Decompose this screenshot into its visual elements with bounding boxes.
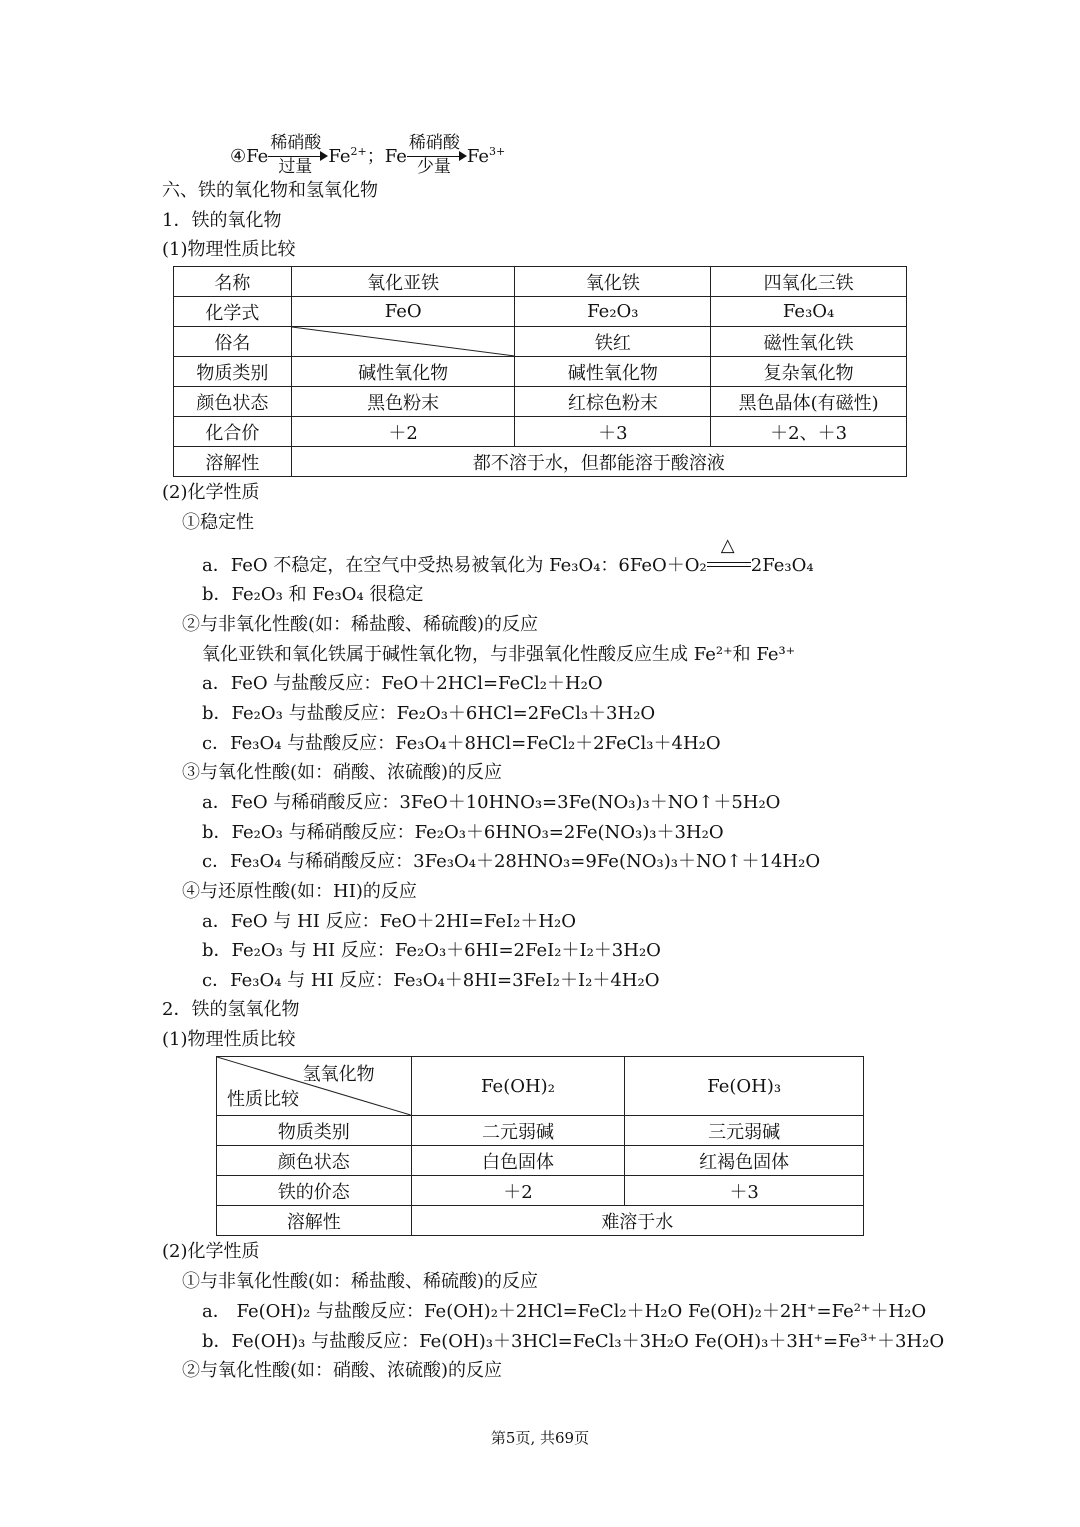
table-cell: 铁红 [515, 327, 711, 357]
fe-reactant-1: Fe [246, 146, 269, 167]
stability-a [202, 535, 814, 577]
stability-a-product: 2Fe₃O₄ [750, 555, 814, 576]
hydroxide-oxidizing-heading: ②与氧化性酸(如：硝酸、浓硫酸)的反应 [182, 1360, 503, 1381]
table-row [174, 447, 907, 477]
table-row [174, 387, 907, 417]
chemical-properties-heading-2: (2)化学性质 [162, 1241, 260, 1262]
table-cell: 黑色晶体(有磁性) [711, 387, 907, 417]
hydroxide-non-oxidizing-a: a． Fe(OH)₂ 与盐酸反应：Fe(OH)₂＋2HCl=FeCl₂＋H₂O Fe(OH)₂＋2H⁺=Fe²⁺＋H₂O [202, 1301, 927, 1322]
circle-number: ④ [230, 146, 247, 167]
arrow-1 [268, 133, 328, 177]
subsection-hydroxides: 2．铁的氢氧化物 [162, 999, 300, 1020]
table-cell: 都不溶于水，但都能溶于酸溶液 [291, 447, 906, 477]
table-cell: ＋2 [411, 1176, 625, 1206]
oxidizing-acid-heading: ③与氧化性酸(如：硝酸、浓硫酸)的反应 [182, 762, 503, 783]
oxidizing-c: c．Fe₃O₄ 与稀硝酸反应：3Fe₃O₄＋28HNO₃=9Fe(NO₃)₃＋NO↑＋14H₂O [202, 851, 821, 872]
arrow-1-bottom-label: 过量 [278, 157, 313, 177]
oxides-table [173, 266, 907, 477]
table-cell: 二元弱碱 [411, 1116, 625, 1146]
table-row [217, 1116, 864, 1146]
arrow-2-top-label: 稀硝酸 [408, 133, 460, 153]
reducing-c: c．Fe₃O₄ 与 HI 反应：Fe₃O₄＋8HI=3FeI₂＋I₂＋4H₂O [202, 970, 660, 991]
table-header-cell: 氧化铁 [515, 267, 711, 297]
diagonal-line [292, 327, 515, 356]
table-row [174, 327, 907, 357]
non-oxidizing-a: a．FeO 与盐酸反应：FeO＋2HCl=FeCl₂＋H₂O [202, 673, 603, 694]
oxidizing-b: b．Fe₂O₃ 与稀硝酸反应：Fe₂O₃＋6HNO₃=2Fe(NO₃)₃＋3H₂O [202, 822, 724, 843]
hydroxides-table [216, 1056, 864, 1236]
product-2-charge: 3+ [489, 145, 506, 158]
table-cell: 物质类别 [174, 357, 292, 387]
table-header-cell: Fe(OH)₃ [625, 1057, 864, 1116]
physical-properties-heading-1: (1)物理性质比较 [162, 239, 296, 260]
non-oxidizing-b: b．Fe₂O₃ 与盐酸反应：Fe₂O₃＋6HCl=2FeCl₃＋3H₂O [202, 703, 656, 724]
product-1: Fe [328, 146, 351, 167]
table-cell: 溶解性 [217, 1206, 412, 1236]
heat-equals [707, 535, 751, 577]
table-cell: ＋3 [515, 417, 711, 447]
non-oxidizing-acid-desc: 氧化亚铁和氧化铁属于碱性氧化物，与非强氧化性酸反应生成 Fe²⁺和 Fe³⁺ [202, 644, 796, 665]
stability-b: b．Fe₂O₃ 和 Fe₃O₄ 很稳定 [202, 584, 424, 605]
table-cell: 颜色状态 [174, 387, 292, 417]
corner-bottom-label: 性质比较 [227, 1089, 299, 1110]
non-oxidizing-c: c．Fe₃O₄ 与盐酸反应：Fe₃O₄＋8HCl=FeCl₂＋2FeCl₃＋4H₂O [202, 733, 721, 754]
table-header-cell: Fe(OH)₂ [411, 1057, 625, 1116]
table-row [217, 1146, 864, 1176]
table-cell: 白色固体 [411, 1146, 625, 1176]
table-cell: 铁的价态 [217, 1176, 412, 1206]
arrow-1-head [320, 151, 328, 161]
table-cell: 三元弱碱 [625, 1116, 864, 1146]
reducing-acid-heading: ④与还原性酸(如：HI)的反应 [182, 881, 417, 902]
oxidizing-a: a．FeO 与稀硝酸反应：3FeO＋10HNO₃=3Fe(NO₃)₃＋NO↑＋5H₂O [202, 792, 781, 813]
physical-properties-heading-2: (1)物理性质比较 [162, 1029, 296, 1050]
fe-reactant-2: Fe [384, 146, 407, 167]
table-cell: Fe₃O₄ [711, 297, 907, 327]
arrow-2 [407, 133, 467, 177]
table-cell: ＋3 [625, 1176, 864, 1206]
table-row [174, 417, 907, 447]
hydroxide-non-oxidizing-heading: ①与非氧化性酸(如：稀盐酸、稀硫酸)的反应 [182, 1271, 539, 1292]
table-header-cell: 四氧化三铁 [711, 267, 907, 297]
equals-line-top [707, 562, 751, 563]
table-cell: 复杂氧化物 [711, 357, 907, 387]
table-cell: 红褐色固体 [625, 1146, 864, 1176]
stability-heading: ①稳定性 [182, 512, 254, 533]
subsection-oxides: 1．铁的氧化物 [162, 210, 282, 231]
page-footer: 第5页, 共69页 [490, 1429, 590, 1447]
chemical-properties-heading-1: (2)化学性质 [162, 482, 260, 503]
table-cell: 难溶于水 [411, 1206, 863, 1236]
table-cell: Fe₂O₃ [515, 297, 711, 327]
separator: ； [366, 146, 385, 167]
corner-header-cell [217, 1057, 412, 1116]
section-six-heading: 六、铁的氧化物和氢氧化物 [162, 180, 378, 201]
table-cell: 化学式 [174, 297, 292, 327]
equals-line-bottom [707, 566, 751, 567]
table-header-cell: 名称 [174, 267, 292, 297]
arrow-2-head [459, 151, 467, 161]
product-1-charge: 2+ [350, 145, 367, 158]
table-header-cell: 氧化亚铁 [291, 267, 515, 297]
non-oxidizing-acid-heading: ②与非氧化性酸(如：稀盐酸、稀硫酸)的反应 [182, 614, 539, 635]
table-cell: 红棕色粉末 [515, 387, 711, 417]
table-cell: ＋2 [291, 417, 515, 447]
heat-symbol: △ [720, 535, 735, 556]
table-row [217, 1057, 864, 1116]
table-cell: 化合价 [174, 417, 292, 447]
table-cell: 俗名 [174, 327, 292, 357]
table-cell: 溶解性 [174, 447, 292, 477]
table-cell: 碱性氧化物 [291, 357, 515, 387]
reducing-a: a．FeO 与 HI 反应：FeO＋2HI=FeI₂＋H₂O [202, 911, 577, 932]
table-cell: 碱性氧化物 [515, 357, 711, 387]
table-cell: 颜色状态 [217, 1146, 412, 1176]
table-row [217, 1176, 864, 1206]
stability-a-text: a．FeO 不稳定，在空气中受热易被氧化为 Fe₃O₄：6FeO＋O₂ [202, 555, 707, 576]
top-reaction-line [230, 133, 506, 177]
arrow-1-top-label: 稀硝酸 [270, 133, 322, 153]
corner-top-label: 氢氧化物 [302, 1064, 375, 1085]
table-cell: 物质类别 [217, 1116, 412, 1146]
product-2: Fe [466, 146, 490, 167]
empty-diagonal-cell [291, 327, 515, 357]
table-row [217, 1206, 864, 1236]
reducing-b: b．Fe₂O₃ 与 HI 反应：Fe₂O₃＋6HI=2FeI₂＋I₂＋3H₂O [202, 940, 661, 961]
table-row [174, 267, 907, 297]
table-cell: 黑色粉末 [291, 387, 515, 417]
table-cell: FeO [291, 297, 515, 327]
table-cell: ＋2、＋3 [711, 417, 907, 447]
hydroxide-non-oxidizing-b: b．Fe(OH)₃ 与盐酸反应：Fe(OH)₃＋3HCl=FeCl₃＋3H₂O Fe(OH)₃＋3H⁺=Fe³⁺＋3H₂O [202, 1331, 945, 1352]
table-row [174, 297, 907, 327]
table-row [174, 357, 907, 387]
arrow-2-bottom-label: 少量 [416, 157, 451, 177]
table-cell: 磁性氧化铁 [711, 327, 907, 357]
